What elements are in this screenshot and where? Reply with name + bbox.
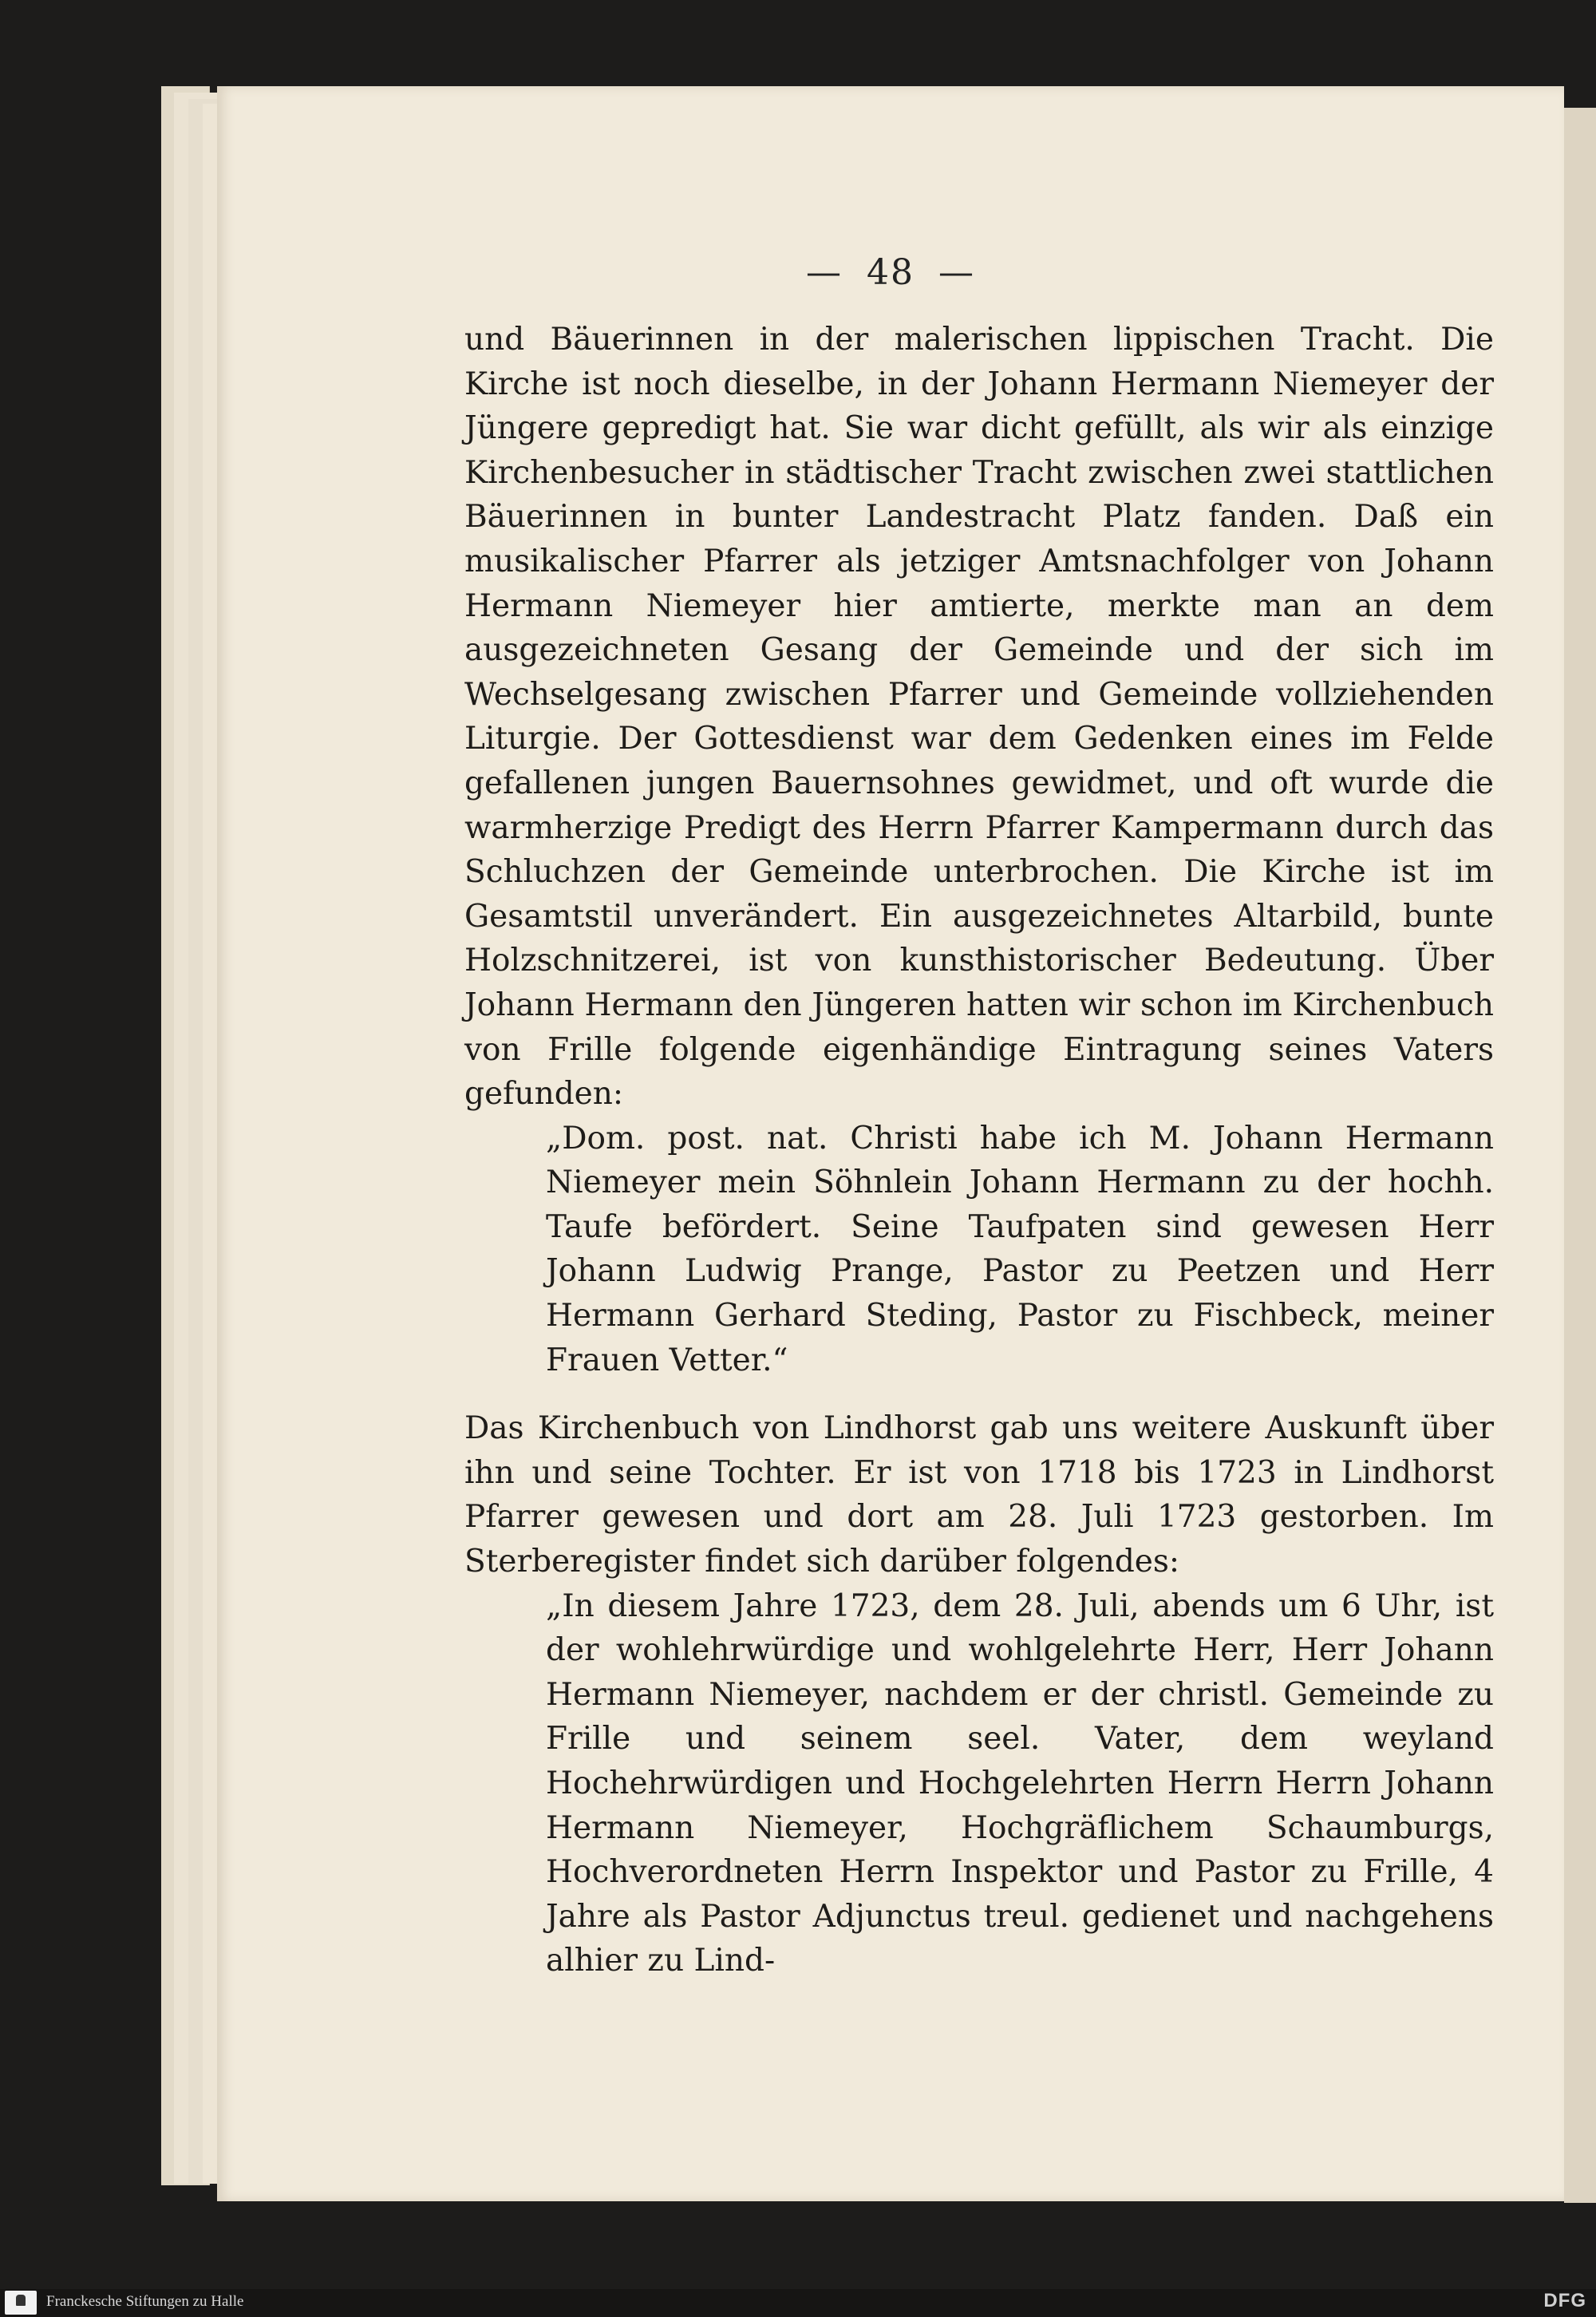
quotation: „Dom. post. nat. Christi habe ich M. Johann Hermann Niemeyer mein Söhnlein Johann Hermann zu der hochh. Taufe befördert. Seine Taufpaten sind gewesen Herr Johann Ludwig Prange, Pastor zu Peetzen und Herr Hermann Gerhard Steding, Pastor zu Fischbeck, meiner Frauen Vetter.“ (546, 1120, 1494, 1378)
page-number-dash-right: — (938, 252, 975, 293)
page-number-dash-left: — (806, 252, 843, 293)
franckesche-stiftungen-logo-icon (5, 2291, 37, 2315)
paragraph: und Bäuerinnen in der malerischen lippischen Tracht. Die Kirche ist noch dieselbe, in der Johann Hermann Niemeyer der Jüngere gepredigt hat. Sie war dicht gefüllt, als wir als einzige Kirchenbesucher in städtischer Tracht zwischen zwei stattlichen Bäuerinnen in bunter Landestracht Platz fanden. Daß ein musikalischer Pfarrer als jetziger Amtsnachfolger von Johann Hermann Niemeyer hier amtierte, merkte man an dem ausgezeichneten Gesang der Gemeinde und der sich im Wechselgesang zwischen Pfarrer und Gemeinde vollziehenden Liturgie. Der Gottesdienst war dem Gedenken eines im Felde gefallenen jungen Bauernsohnes gewidmet, und oft wurde die warmherzige Predigt des Herrn Pfarrer Kampermann durch das Schluchzen der Gemeinde unterbrochen. Die Kirche ist im Gesamtstil unverändert. Ein ausgezeichnetes Altarbild, bunte Holzschnitzerei, ist von kunsthistorischer Bedeutung. Über Johann Hermann den Jüngeren hatten wir schon im Kirchenbuch von Frille folgende eigenhändige Eintragung seines Vaters gefunden: (464, 322, 1494, 1113)
dfg-logo: DFG (1543, 2290, 1586, 2311)
paragraph: Das Kirchenbuch von Lindhorst gab uns weitere Auskunft über ihn und seine Tochter. Er ist von 1718 bis 1723 in Lindhorst Pfarrer gewesen und dort am 28. Juli 1723 gestorben. Im Sterberegister findet sich darüber folgendes: (464, 1410, 1494, 1580)
book-page (217, 86, 1564, 2201)
next-page-edge (1564, 108, 1596, 2203)
quotation: „In diesem Jahre 1723, dem 28. Juli, abends um 6 Uhr, ist der wohlehrwürdige und wohlgelehrte Herr, Herr Johann Hermann Niemeyer, nachdem er der christl. Gemeinde zu Frille und seinem seel. Vater, dem weyland Hochehrwürdigen und Hochgelehrten Herrn Herrn Johann Hermann Niemeyer, Hochgräflichem Schaumburgs, Hochverordneten Herrn Inspektor und Pastor zu Frille, 4 Jahre als Pastor Adjunctus treul. gedienet und nachgehens alhier zu Lind- (546, 1588, 1494, 1979)
footer-institution: Franckesche Stiftungen zu Halle (46, 2293, 244, 2310)
page-number (217, 252, 1564, 293)
page-number-value: 48 (867, 252, 915, 293)
body-text (464, 318, 1494, 1983)
